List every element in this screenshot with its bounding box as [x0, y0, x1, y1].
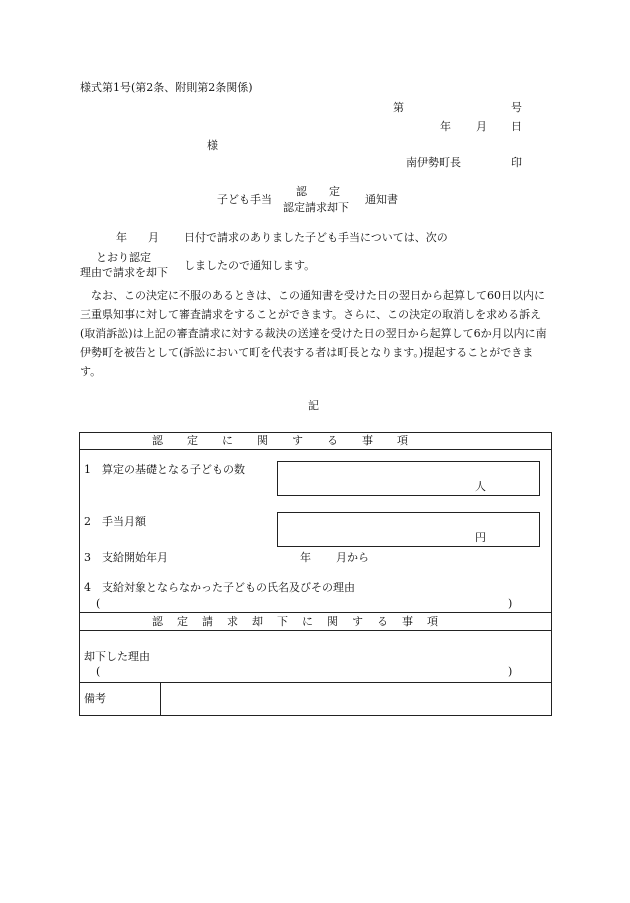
item3-year: 年	[300, 551, 311, 564]
body-month: 月	[148, 231, 159, 244]
date-month: 月	[476, 120, 487, 133]
form-number: 様式第1号(第2条、附則第2条関係)	[80, 81, 253, 94]
item1-unit: 人	[475, 480, 486, 493]
seal-mark: 印	[511, 156, 522, 169]
item1-input-box[interactable]	[277, 461, 540, 496]
section1-header-divider	[79, 449, 551, 450]
reason-label: 却下した理由	[84, 650, 150, 663]
date-year: 年	[440, 120, 451, 133]
item4-paren-close: )	[508, 597, 513, 610]
item4-label: 4 支給対象とならなかった子どもの氏名及びその理由	[84, 581, 355, 594]
title-prefix: 子ども手当	[217, 193, 272, 206]
document-number-prefix: 第	[393, 101, 404, 114]
item2-unit: 円	[475, 531, 486, 544]
body-year: 年	[116, 231, 127, 244]
section2-top-divider	[79, 612, 551, 613]
item2-input-box[interactable]	[277, 512, 540, 547]
appeal-notice: なお、この決定に不服のあるときは、この通知書を受けた日の翌日から起算して60日以内に三重県知事に対して審査請求をすることができます。さらに、この決定の取消しを求める訴え(取消訴訟)は上記の審査請求に対する裁決の送達を受けた日の翌日から起算して6か月以内に南伊勢町を被告として(訴訟において町を代表する者は町長となります。)提起することができます。	[80, 289, 547, 378]
section1-header: 認定に関する事項	[152, 434, 432, 447]
item1-label: 1 算定の基礎となる子どもの数	[84, 463, 245, 476]
remarks-label: 備考	[84, 692, 106, 705]
section2-header-divider	[79, 630, 551, 631]
title-option-approve: 認 定	[296, 185, 340, 198]
section2-header: 認定請求却下に関する事項	[152, 615, 452, 628]
ki-heading: 記	[308, 399, 319, 412]
body-line2: しましたので通知します。	[184, 259, 316, 272]
document-number-suffix: 号	[511, 101, 522, 114]
issuer-name: 南伊勢町長	[406, 156, 461, 169]
item3-month: 月から	[336, 551, 369, 564]
remarks-divider	[79, 682, 551, 683]
title-suffix: 通知書	[365, 193, 398, 206]
reason-paren-open: (	[96, 665, 101, 678]
item3-label: 3 支給開始年月	[84, 551, 168, 564]
body-line1: 日付で請求のありました子ども手当については、次の	[184, 231, 448, 244]
date-day: 日	[511, 120, 522, 133]
item4-paren-open: (	[96, 597, 101, 610]
remarks-column-divider	[160, 682, 161, 715]
addressee-suffix: 様	[207, 139, 218, 152]
item2-label: 2 手当月額	[84, 515, 146, 528]
body-option-reject: 理由で請求を却下	[80, 266, 168, 279]
reason-paren-close: )	[508, 665, 513, 678]
title-option-reject: 認定請求却下	[283, 201, 349, 214]
body-option-approve: とおり認定	[96, 251, 151, 264]
